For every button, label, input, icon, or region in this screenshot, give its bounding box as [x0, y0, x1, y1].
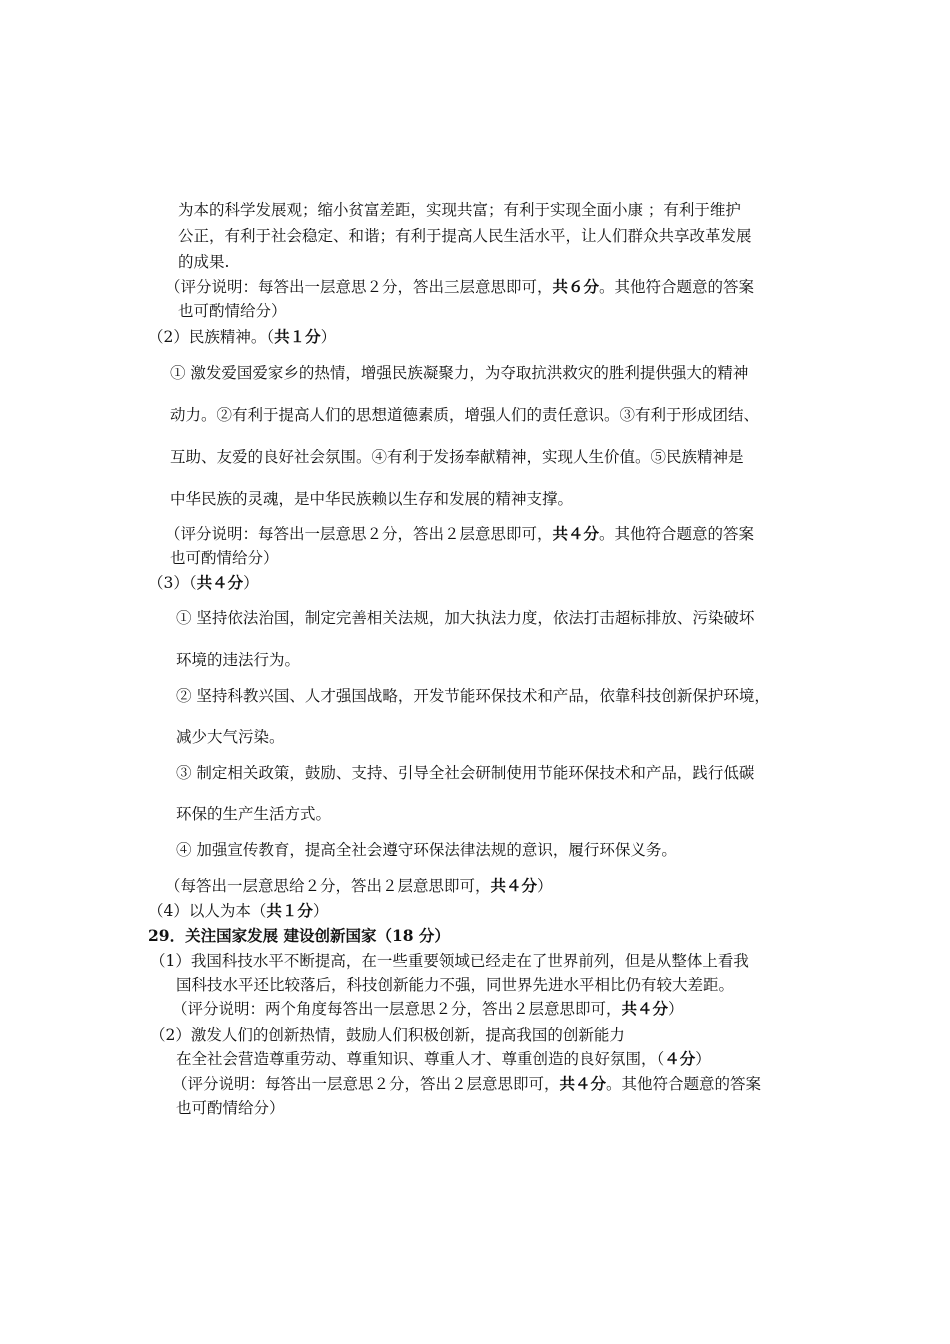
note-text: （每答出一层意思给２分，答出２层意思即可， [165, 877, 491, 895]
intro-scoring-note [165, 277, 754, 297]
q29-answer-2-line-2 [176, 1049, 711, 1069]
part2-paragraph-line-2: 动力。②有利于提高人们的思想道德素质，增强人们的责任意识。③有利于形成团结、 [170, 406, 760, 424]
part3-heading [148, 573, 259, 593]
note-text: （评分说明：两个角度每答出一层意思２分，答出２层意思即可， [172, 1000, 622, 1018]
note-score: 共４分 [559, 1074, 607, 1093]
part3-item-1-line-2: 环境的违法行为。 [176, 651, 301, 669]
heading-score: 共４分 [196, 573, 244, 592]
part2-paragraph-line-1: ① 激发爱国爱家乡的热情，增强民族凝聚力，为夺取抗洪救灾的胜利提供强大的精神 [170, 364, 749, 382]
q29-answer-2-line-1: （2）激发人们的创新热情，鼓励人们积极创新，提高我国的创新能力 [150, 1026, 625, 1044]
note-score: 共６分 [552, 277, 600, 296]
note-text: （评分说明：每答出一层意思２分，答出２层意思即可， [165, 525, 553, 543]
note-text: ） [537, 877, 553, 895]
answer-text: ） [695, 1050, 711, 1068]
note-text: 。其他符合题意的答案 [606, 1075, 762, 1093]
answer-text: 在全社会营造尊重劳动、尊重知识、尊重人才、尊重创造的良好氛围，（ [176, 1050, 665, 1068]
part4-text: ） [312, 902, 329, 920]
part2-heading [148, 327, 336, 347]
intro-line-1: 为本的科学发展观；缩小贫富差距，实现共富；有利于实现全面小康 ；有利于维护 [178, 201, 741, 219]
part4-line [148, 901, 328, 921]
q29-answer-1-line-1: （1）我国科技水平不断提高，在一些重要领域已经走在了世界前列，但是从整体上看我 [150, 952, 749, 970]
q29-answer-2-scoring-note-2: 也可酌情给分） [176, 1099, 285, 1117]
part3-item-4: ④ 加强宣传教育，提高全社会遵守环保法律法规的意识，履行环保义务。 [176, 841, 677, 859]
part3-item-3-line-1: ③ 制定相关政策，鼓励、支持、引导全社会研制使用节能环保技术和产品，践行低碳 [176, 764, 755, 782]
note-text: 。其他符合题意的答案 [599, 525, 755, 543]
note-score: 共４分 [552, 524, 600, 543]
q29-answer-1-line-2: 国科技水平还比较落后，科技创新能力不强，同世界先进水平相比仍有较大差距。 [176, 976, 735, 994]
part2-scoring-note-2: 也可酌情给分） [170, 549, 279, 567]
intro-line-3: 的成果. [178, 253, 230, 271]
heading-text: ） [320, 328, 337, 346]
part3-scoring-note [165, 876, 553, 896]
note-text: （评分说明：每答出一层意思２分，答出２层意思即可， [172, 1075, 560, 1093]
intro-line-2: 公正，有利于社会稳定、和谐；有利于提高人民生活水平，让人们群众共享改革发展 [178, 227, 752, 245]
heading-score: 共１分 [274, 327, 321, 346]
part3-item-1-line-1: ① 坚持依法治国，制定完善相关法规，加大执法力度，依法打击超标排放、污染破坏 [176, 609, 755, 627]
q29-answer-1-scoring-note [172, 999, 684, 1019]
part2-paragraph-line-4: 中华民族的灵魂，是中华民族赖以生存和发展的精神支撑。 [170, 490, 574, 508]
note-score: 共４分 [490, 876, 538, 895]
heading-text: （3）（ [148, 574, 197, 592]
q29-answer-2-scoring-note [172, 1074, 761, 1094]
part3-item-3-line-2: 环保的生产生活方式。 [176, 805, 332, 823]
note-text: ） [668, 1000, 684, 1018]
answer-score: ４分 [664, 1049, 696, 1068]
intro-scoring-note-2: 也可酌情给分） [178, 302, 287, 320]
part4-text: （4）以人为本（ [148, 902, 267, 920]
note-text: （评分说明：每答出一层意思２分，答出三层意思即可， [165, 278, 553, 296]
question-29-title: 29．关注国家发展 建设创新国家（18 分） [148, 926, 450, 945]
part3-item-2-line-1: ② 坚持科教兴国、人才强国战略，开发节能环保技术和产品，依靠科技创新保护环境， [176, 687, 770, 705]
part4-score: 共１分 [266, 901, 313, 920]
part2-paragraph-line-3: 互助、友爱的良好社会氛围。④有利于发扬奉献精神，实现人生价值。⑤民族精神是 [170, 448, 744, 466]
note-text: 。其他符合题意的答案 [599, 278, 755, 296]
heading-text: ） [243, 574, 259, 592]
part3-item-2-line-2: 减少大气污染。 [176, 728, 285, 746]
heading-text: （2）民族精神。（ [148, 328, 275, 346]
part2-scoring-note [165, 524, 754, 544]
note-score: 共４分 [621, 999, 669, 1018]
